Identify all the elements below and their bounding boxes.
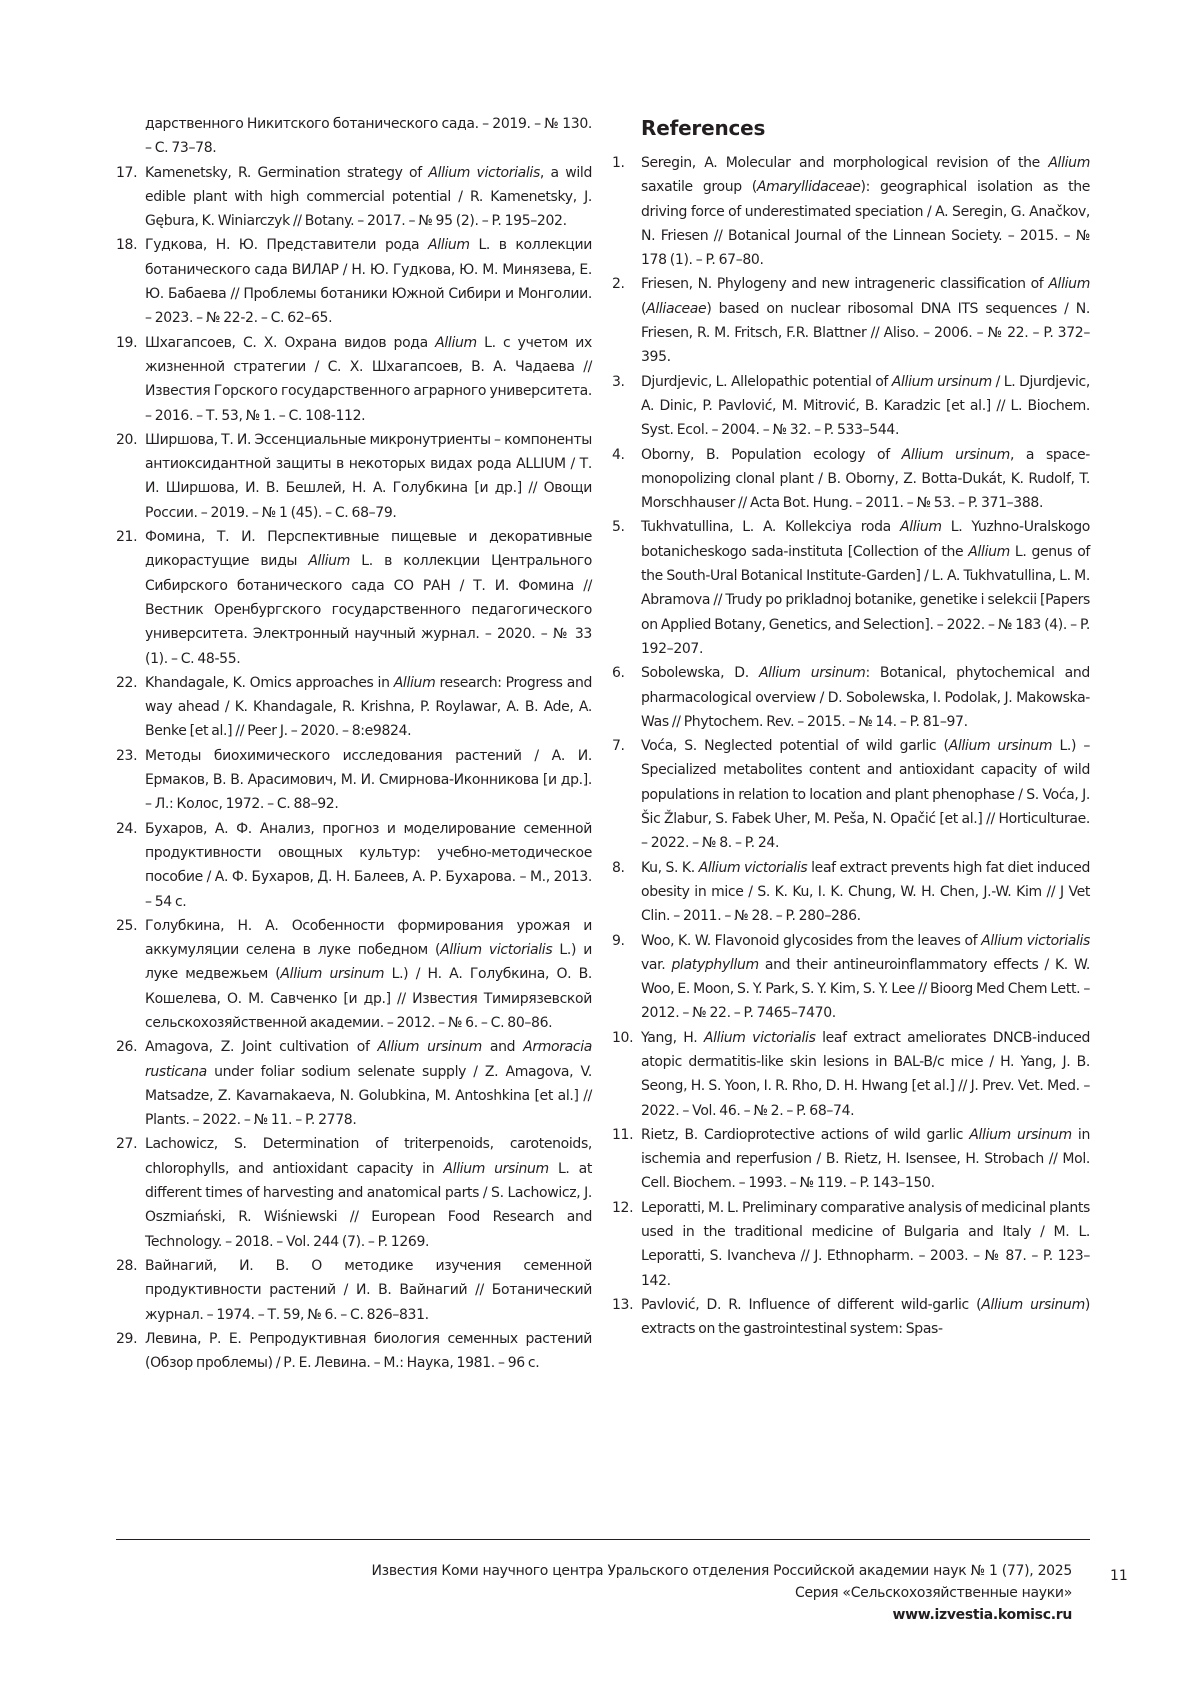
italic-term: Allium ursinum [280,966,385,983]
text-run: leaf extract prevents high fat diet induced obesity in mice / S. K. Ku, I. K. Chung, W. H. Chen, J.-W. Kim // J Vet Clin. – 2011. – № 28. – P. 280–286. [641,859,1091,925]
reference-number: 1. [612,155,625,171]
reference-8 [612,856,1090,929]
reference-12 [612,1196,1090,1293]
reference-text [641,276,1090,365]
text-run: L.) и луке медвежьем ( [145,942,592,983]
italic-term: Allium [1048,155,1090,171]
text-run: L. с учетом их жизненной стратегии / С. Х. Шхагапсоев, В. А. Чадаева // Известия Горского государственного аграрного университета. – 2016. – Т. 53, № 1. – С. 108-112. [145,334,592,424]
italic-term: Allium ursinum [969,1126,1072,1143]
text-run: Woo, K. W. Flavonoid glycosides from the leaves of [641,932,982,949]
reference-number: 8. [612,859,625,876]
reference-text [641,1030,1090,1119]
italic-term: Allium ursinum [891,373,992,390]
italic-term: Allium ursinum [443,1160,549,1177]
reference-number: 2. [612,276,625,293]
italic-term: Armoracia rusticana [145,1039,592,1080]
text-run: research: Progress and way ahead / K. Khandagale, R. Krishna, P. Roylawar, A. B. Ade, A. Benke [et al.] // Peer J. – 2020. – 8:e9824. [145,674,593,740]
reference-text [641,519,1090,656]
text-run: дарственного Никитского ботанического сада. – 2019. – № 130. – С. 73–78. [145,116,592,157]
reference-text [641,860,1090,925]
reference-text [145,675,592,740]
text-run: Tukhvatullina, L. A. Kollekciya roda [641,519,900,536]
reference-number: 11. [612,1126,634,1143]
text-run: L.) / Н. А. Голубкина, О. В. Кошелева, О. М. Савченко [и др.] // Известия Тимирязевской сельскохозяйственной академии. – 2012. – № 6. – С. 80–86. [145,966,592,1031]
reference-text [145,529,592,666]
italic-term: Allium victorialis [440,942,553,959]
text-run: : Botanical, phytochemical and pharmacological overview / D. Sobolewska, I. Podolak, J. Makowska-Was // Phytochem. Rev. – 2015. – № 14. – P. 81–97. [641,665,1090,730]
italic-term: Amaryllidaceae [756,179,861,196]
reference-number: 29. [116,1330,138,1347]
reference-text [145,165,592,230]
text-run: Pavlović, D. R. Influence of different wild-garlic ( [641,1296,982,1313]
reference-text [641,1297,1090,1337]
reference-25 [116,914,592,1035]
reference-text [145,432,592,521]
text-run: Бухаров, А. Ф. Анализ, прогноз и моделирование семенной продуктивности овощных культур: учебно-методическое пособие / А. Ф. Бухаров, Д. Н. Балеев, А. Р. Бухарова. – М., 2013. – 54 с. [145,820,592,910]
text-run: Khandagale, K. Omics approaches in [145,674,394,691]
text-run: ): geographical isolation as the driving force of underestimated speciation / A. Seregin, G. Anačkov, N. Friesen // Botanical Journal of the Linnean Society. – 2015. – № 178 (1). – P. 67–80. [641,179,1090,269]
reference-text [145,1039,592,1128]
text-run: Sobolewska, D. [641,665,759,682]
reference-number: 5. [612,519,625,536]
reference-number: 22. [116,674,138,691]
reference-17 [116,161,592,234]
text-run: in ischemia and reperfusion / B. Rietz, H. Isensee, H. Strobach // Mol. Cell. Biochem. – 1993. – № 119. – P. 143–150. [641,1126,1090,1192]
text-run: Seregin, A. Molecular and morphological revision of the [641,155,1049,171]
reference-number: 23. [116,747,138,764]
text-run: and their antineuroinflammatory effects / K. W. Woo, E. Moon, S. Y. Park, S. Y. Kim, S. Y. Lee // Bioorg Med Chem Lett. – 2012. – № 22. – P. 7465–7470. [641,956,1090,1022]
reference-27 [116,1132,592,1253]
reference-28 [116,1254,592,1327]
journal-footer [372,1560,1073,1626]
italic-term: Allium victorialis [428,164,540,181]
text-run: ) based on nuclear ribosomal DNA ITS sequences / N. Friesen, R. M. Fritsch, F.R. Blattner // Aliso. – 2006. – № 22. – P. 372–395. [641,300,1090,366]
text-run: saxatile group ( [641,179,757,196]
reference-text [641,1127,1090,1192]
reference-text [641,665,1090,730]
text-run: Гудкова, Н. Ю. Представители рода [145,237,429,254]
text-run: Yang, H. [641,1029,704,1046]
text-run: Ku, S. K. [641,859,699,876]
text-run: L. в коллекции ботанического сада ВИЛАР / Н. Ю. Гудкова, Ю. М. Минязева, Е. Ю. Бабаева // Проблемы ботаники Южной Сибири и Монголии. – 2023. – № 22-2. – С. 62–65. [145,237,592,327]
text-run: Amagova, Z. Joint cultivation of [145,1039,378,1056]
reference-number: 24. [116,820,138,837]
text-run: and [481,1039,524,1056]
text-run: Lachowicz, S. Determination of triterpenoids, carotenoids, chlorophylls, and antioxidant capacity in [145,1136,592,1177]
italic-term: platyphyllum [671,956,759,973]
reference-21 [116,525,592,671]
italic-term: Allium ursinum [981,1296,1085,1313]
italic-term: Allium [308,553,350,570]
right-column [612,112,1090,1342]
text-run: Voća, S. Neglected potential of wild garlic ( [641,738,949,755]
italic-term: Allium victorialis [703,1029,816,1046]
text-run: under foliar sodium selenate supply / Z. Amagova, V. Matsadze, Z. Kavarnakaeva, N. Golubkina, M. Antoshkina [et al.] // Plants. – 2022. – № 11. – P. 2778. [145,1063,592,1129]
footer-divider [116,1539,1090,1540]
text-run: Вайнагий, И. В. О методике изучения семенной продуктивности растений / И. В. Вайнагий // Ботанический журнал. – 1974. – Т. 59, № 6. – С. 826–831. [145,1257,592,1323]
italic-term: Alliaceae [646,300,707,317]
reference-number: 12. [612,1199,634,1216]
reference-4 [612,443,1090,516]
reference-text [145,237,592,326]
reference-number: 21. [116,529,138,546]
text-run: Методы биохимического исследования растений / А. И. Ермаков, В. В. Арасимович, М. И. Смирнова-Иконникова [и др.]. – Л.: Колос, 1972. – С. 88–92. [145,747,592,813]
reference-number: 4. [612,446,625,463]
reference-10 [612,1026,1090,1123]
text-run: Friesen, N. Phylogeny and new intrageneric classification of [641,276,1049,293]
italic-term: Allium [899,519,942,536]
text-run: L. genus of the South-Ural Botanical Institute-Garden] / L. A. Tukhvatullina, L. M. Abramova // Trudy po prikladnoj botanike, genetike i selekcii [Papers on Applied Botany, Genetics, and Selection]. – 2022. – № 183 (4). – P. 192–207. [641,543,1090,657]
text-run: Ширшова, Т. И. Эссенциальные микронутриенты – компоненты антиоксидантной защиты в некоторых видах рода ALLIUM / Т. И. Ширшова, И. В. Бешлей, Н. А. Голубкина [и др.] // Овощи России. – 2019. – № 1 (45). – С. 68–79. [145,431,592,521]
reference-number: 7. [612,738,625,755]
reference-text [641,1200,1090,1289]
text-run: Левина, Р. Е. Репродуктивная биология семенных растений (Обзор проблемы) / Р. Е. Левина. – М.: Наука, 1981. – 96 с. [145,1330,592,1372]
reference-number: 13. [612,1296,634,1313]
reference-text [145,748,592,813]
reference-text [145,918,592,1031]
page-number: 11 [1110,1568,1128,1584]
reference-9 [612,929,1090,1026]
italic-term: Allium ursinum [377,1039,482,1056]
text-run: Oborny, B. Population ecology of [641,446,902,463]
text-run: Leporatti, M. L. Preliminary comparative analysis of medicinal plants used in the traditional medicine of Bulgaria and Italy / M. L. Leporatti, S. Ivancheva // J. Ethnopharm. – 2003. – № 87. – P. 123–142. [641,1199,1090,1289]
reference-20 [116,428,592,525]
reference-11 [612,1123,1090,1196]
references-heading: References [641,116,766,140]
left-reference-list [116,112,592,1375]
reference-text [145,821,592,910]
reference-number: 26. [116,1039,138,1056]
text-run: L.) – Specialized metabolites content and antioxidant capacity of wild populations in relation to location and plant phenophase / S. Voća, J. Šic Žlabur, S. Fabek Uher, M. Peša, N. Opačić [et al.] // Horticulturae. – 2022. – № 8. – P. 24. [641,738,1090,852]
text-run: Kamenetsky, R. Germination strategy of [145,164,429,181]
italic-term: Allium [968,543,1010,560]
italic-term: Allium [1048,276,1090,293]
italic-term: Allium victorialis [981,932,1090,949]
reference-text [145,335,592,424]
reference-23 [116,744,592,817]
text-run: Rietz, B. Cardioprotective actions of wild garlic [641,1126,970,1143]
text-run: ) extracts on the gastrointestinal system: Spas- [641,1296,1090,1338]
italic-term: Allium [435,334,477,351]
reference-text [145,1258,592,1323]
reference-text [641,933,1090,1022]
reference-text [145,116,592,156]
reference-26 [116,1035,592,1132]
reference-number: 27. [116,1136,138,1153]
journal-title: Известия Коми научного центра Уральского отделения Российской академии наук № 1 (77), 2025 [371,1563,1072,1579]
text-run: var. [641,956,672,973]
reference-24 [116,817,592,914]
text-run: Шхагапсоев, С. Х. Охрана видов рода [145,334,436,351]
text-run: leaf extract ameliorates DNCB-induced atopic dermatitis-like skin lesions in BAL-B/c mice / H. Yang, J. B. Seong, H. S. Yoon, I. R. Rho, D. H. Hwang [et al.] // J. Prev. Vet. Med. – 2022. – Vol. 46. – № 2. – P. 68–74. [641,1029,1090,1119]
reference-number: 17. [116,164,138,181]
reference-number: 28. [116,1257,138,1274]
text-run: / L. Djurdjevic, A. Dinic, P. Pavlović, M. Mitrović, B. Karadzic [et al.] // L. Biochem. Syst. Ecol. – 2004. – № 32. – P. 533–544. [641,373,1090,439]
reference-2 [612,272,1090,369]
text-run: L. Yuzhno-Uralskogo botanicheskogo sada-instituta [Collection of the [641,519,1090,560]
reference-3 [612,370,1090,443]
reference-22 [116,671,592,744]
italic-term: Allium ursinum [901,446,1010,463]
reference-6 [612,661,1090,734]
reference-number: 20. [116,431,138,448]
text-run: , a space-monopolizing clonal plant / B. Oborny, Z. Botta-Dukát, K. Rudolf, T. Morschhauser // Acta Bot. Hung. – 2011. – № 53. – P. 371–388. [641,446,1090,512]
text-run: L. at different times of harvesting and anatomical parts / S. Lachowicz, J. Oszmiański, R. Wiśniewski // European Food Research and Technology. – 2018. – Vol. 244 (7). – P. 1269. [145,1160,592,1250]
reference-text [641,738,1090,851]
reference-number: 10. [612,1029,634,1046]
reference-text [641,374,1090,439]
reference-number: 6. [612,665,625,682]
reference-29 [116,1327,592,1376]
italic-term: Allium ursinum [948,738,1053,755]
text-run: , a wild edible plant with high commercial potential / R. Kamenetsky, J. Gębura, K. Winiarczyk // Botany. – 2017. – № 95 (2). – P. 195–202. [145,164,592,230]
reference-5 [612,515,1090,661]
reference-13 [612,1293,1090,1342]
reference-number: 19. [116,334,138,351]
journal-url[interactable]: www.izvestia.komisc.ru [892,1607,1072,1623]
italic-term: Allium [393,674,436,691]
italic-term: Allium victorialis [698,859,808,876]
reference-text [145,1331,592,1371]
text-run: L. в коллекции Центрального Сибирского ботанического сада СО РАН / Т. И. Фомина // Вестник Оренбургского государственного педагогического университета. Электронный научный журнал. – 2020. – № 33 (1). – С. 48-55. [145,553,592,667]
reference-text [641,447,1090,512]
reference-1 [612,151,1090,272]
reference-number: 18. [116,237,138,254]
journal-series: Серия «Сельскохозяйственные науки» [794,1585,1072,1601]
reference-18 [116,233,592,330]
reference-19 [116,331,592,428]
text-run: ( [641,300,647,317]
reference-text [145,1136,592,1249]
reference-7 [612,734,1090,855]
reference-number: 3. [612,373,625,390]
reference-continuation [116,112,592,161]
text-run: Djurdjevic, L. Allelopathic potential of [641,373,892,390]
text-run: Фомина, Т. И. Перспективные пищевые и декоративные дикорастущие виды [145,529,592,570]
italic-term: Allium [428,237,470,254]
right-reference-list [612,151,1090,1342]
italic-term: Allium ursinum [758,665,866,682]
reference-number: 9. [612,932,625,949]
reference-number: 25. [116,917,138,934]
reference-text [641,155,1090,268]
text-run: Голубкина, Н. А. Особенности формирования урожая и аккумуляции селена в луке победном ( [145,917,592,959]
left-column [116,112,592,1375]
